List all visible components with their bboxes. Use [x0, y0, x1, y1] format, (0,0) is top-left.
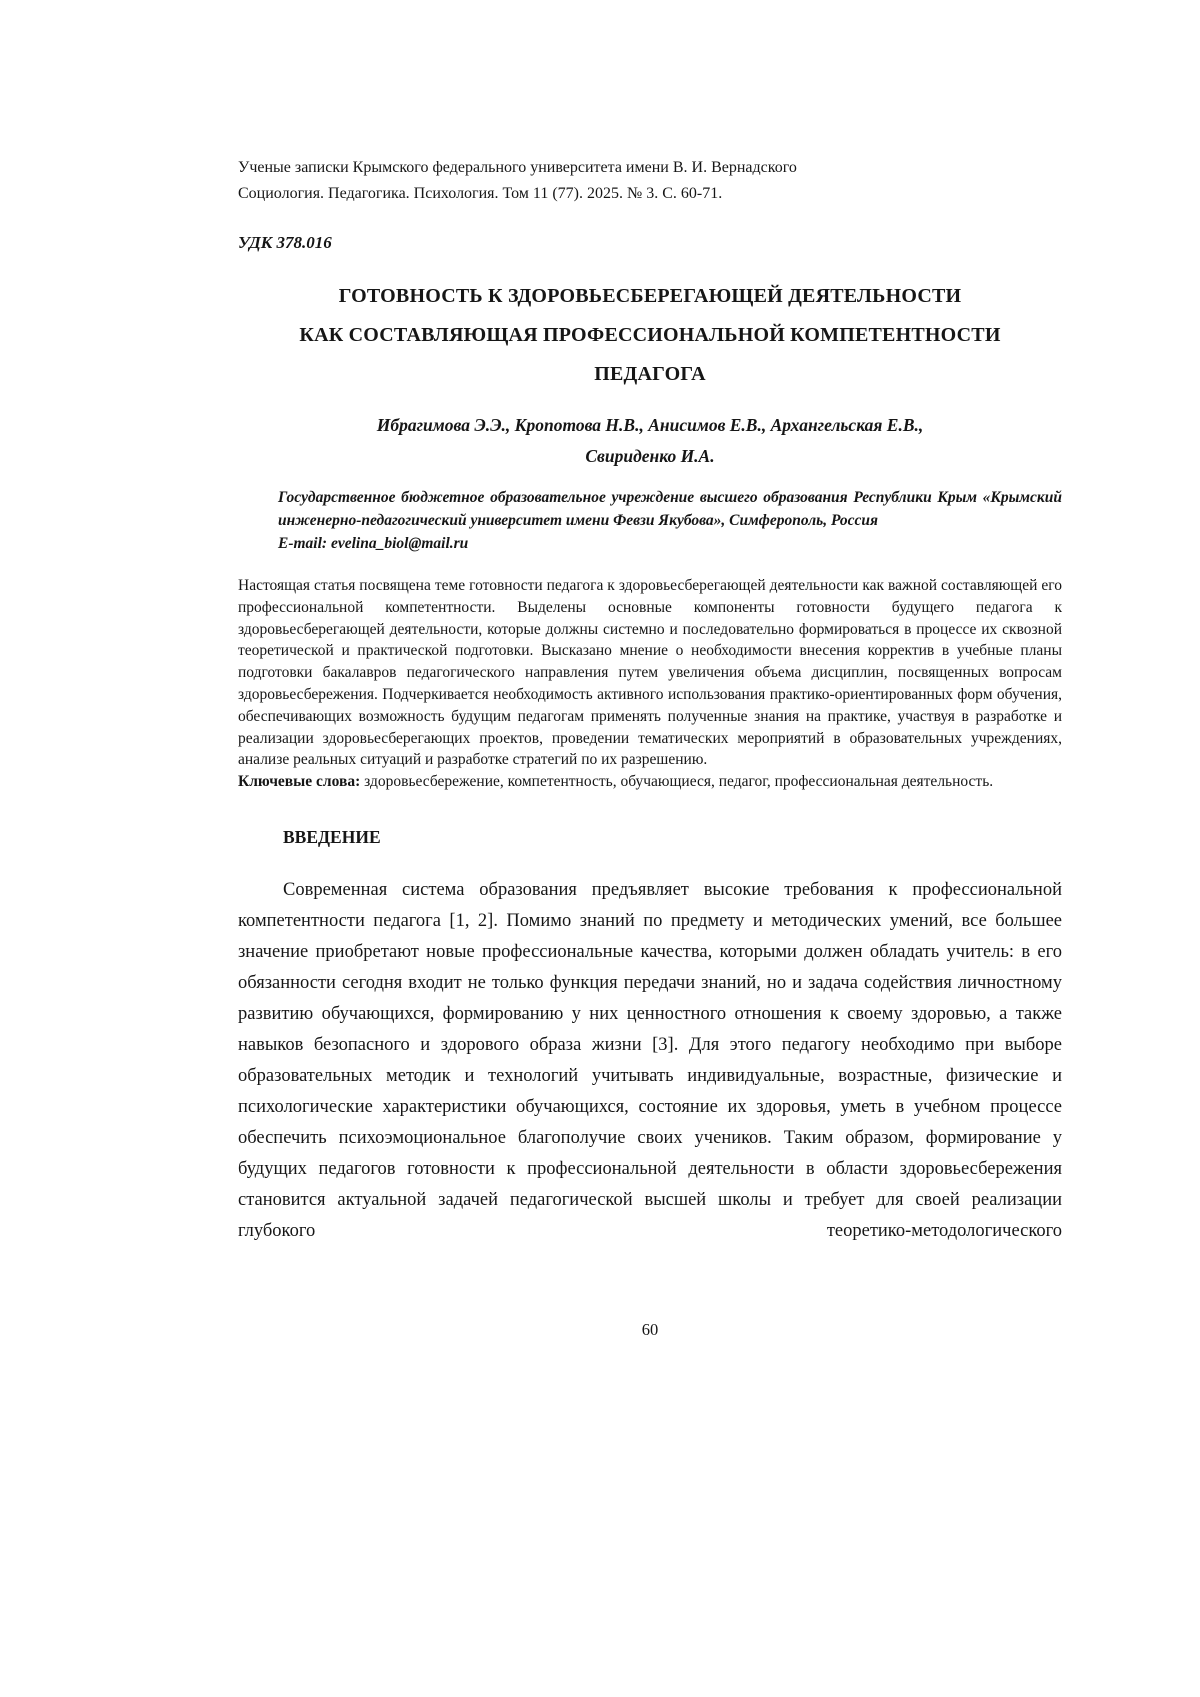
keywords-text: здоровьесбережение, компетентность, обучающиеся, педагог, профессиональная деятельность.	[364, 773, 994, 791]
authors-line2: Свириденко И.А.	[585, 446, 715, 466]
article-title	[238, 277, 1062, 394]
email-label: E-mail:	[278, 535, 328, 552]
introduction-paragraph: Современная система образования предъявляет высокие требования к профессиональной компетентности педагога [1, 2]. Помимо знаний по предмету и методических умений, все большее значение приобретают новые профессиональные качества, которыми должен обладать учитель: в его обязанности сегодня входит не только функция передачи знаний, но и задача содействия личностному развитию обучающихся, формированию у них ценностного отношения к своему здоровью, а также навыков безопасного и здорового образа жизни [3]. Для этого педагогу необходимо при выборе образовательных методик и технологий учитывать индивидуальные, возрастные, физические и психологические характеристики обучающихся, состояние их здоровья, уметь в учебном процессе обеспечить психоэмоциональное благополучие своих учеников. Таким образом, формирование у будущих педагогов готовности к профессиональной деятельности в области здоровьесбережения становится актуальной задачей педагогической высшей школы и требует для своей реализации глубокого теоретико-методологического	[238, 879, 1062, 1241]
journal-title-line: Ученые записки Крымского федерального университета имени В. И. Вернадского	[238, 159, 797, 176]
abstract-text: Настоящая статья посвящена теме готовности педагога к здоровьесберегающей деятельности как важной составляющей его профессиональной компетентности. Выделены основные компоненты готовности будущего педагога к здоровьесберегающей деятельности, которые должны системно и последовательно формироваться в процессе их сквозной теоретической и практической подготовки. Высказано мнение о необходимости внесения корректив в учебные планы подготовки бакалавров педагогического направления путем увеличения объема дисциплин, посвященных вопросам здоровьесбережения. Подчеркивается необходимость активного использования практико-ориентированных форм обучения, обеспечивающих возможность будущим педагогам применять полученные знания на практике, участвуя в разработке и реализации здоровьесберегающих проектов, проведении тематических мероприятий в образовательных учреждениях, анализе реальных ситуаций и разработке стратегий по их разрешению.	[238, 577, 1062, 769]
keywords-label: Ключевые слова:	[238, 773, 361, 791]
section-heading-introduction: ВВЕДЕНИЕ	[283, 826, 381, 847]
authors-line1: Ибрагимова Э.Э., Кропотова Н.В., Анисимов Е.В., Архангельская Е.В.,	[376, 415, 924, 435]
page-content	[238, 155, 1062, 1247]
affiliation-block	[278, 486, 1062, 555]
affiliation-text: Государственное бюджетное образовательное учреждение высшего образования Республики Крым «Крымский инженерно-педагогический университет имени Февзи Якубова», Симферополь, Россия	[278, 489, 1062, 529]
article-title-line3: ПЕДАГОГА	[594, 363, 706, 385]
article-title-line2: КАК СОСТАВЛЯЮЩАЯ ПРОФЕССИОНАЛЬНОЙ КОМПЕТЕНТНОСТИ	[299, 324, 1001, 346]
keywords-line	[238, 771, 1062, 793]
email-line	[278, 532, 1062, 555]
article-title-line1: ГОТОВНОСТЬ К ЗДОРОВЬЕСБЕРЕГАЮЩЕЙ ДЕЯТЕЛЬНОСТИ	[338, 285, 962, 307]
email-address: evelina_biol@mail.ru	[330, 535, 469, 552]
journal-issue-line: Социология. Педагогика. Психология. Том 11 (77). 2025. № 3. С. 60-71.	[238, 185, 723, 202]
authors-block	[238, 410, 1062, 472]
page-number: 60	[641, 1320, 659, 1339]
udc-code: УДК 378.016	[238, 233, 332, 252]
journal-header	[238, 155, 1062, 207]
